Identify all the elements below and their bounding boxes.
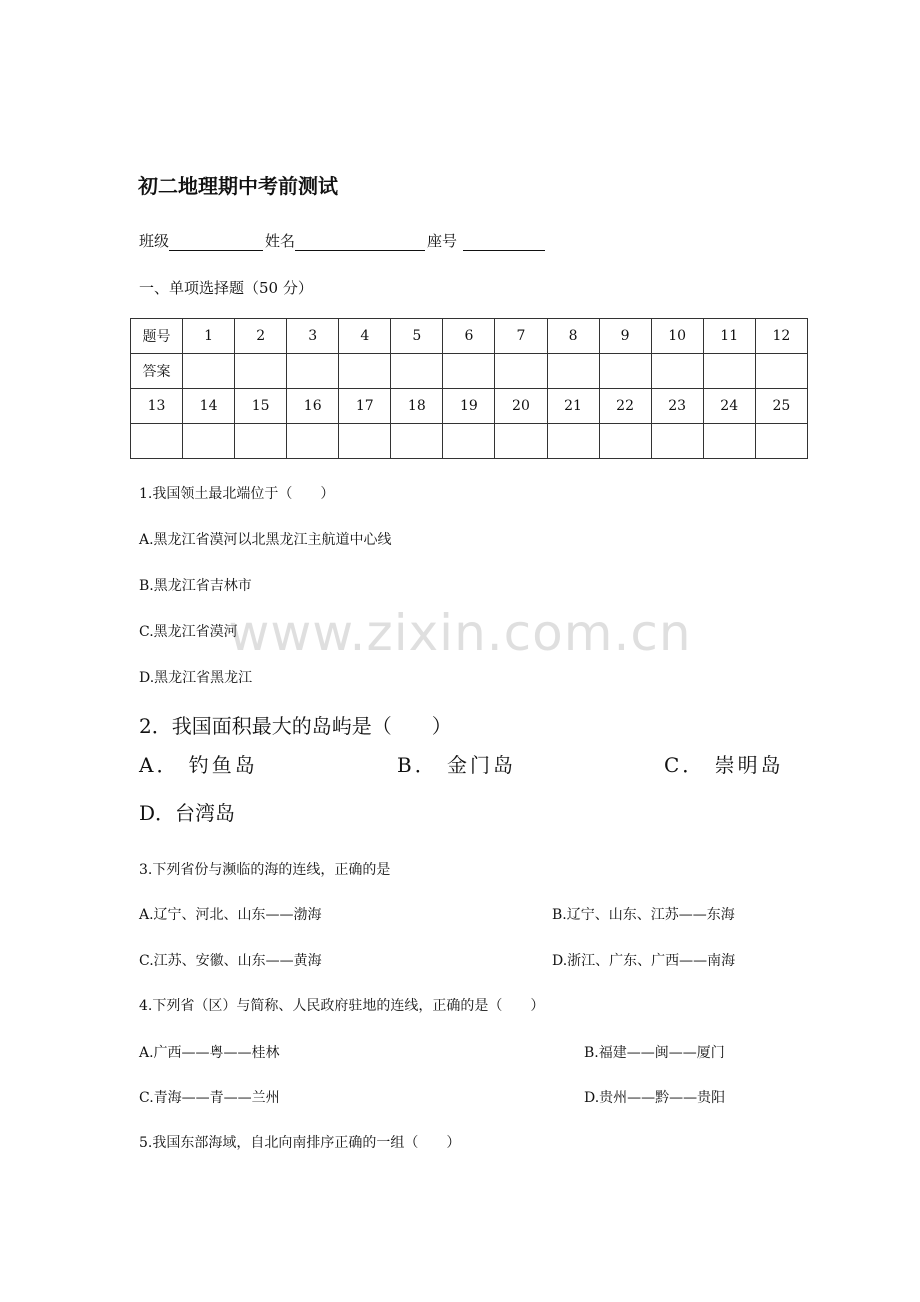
question-number: 24	[703, 389, 755, 424]
question-number: 7	[495, 319, 547, 354]
answer-cell[interactable]	[755, 354, 807, 389]
answer-cell[interactable]	[235, 424, 287, 459]
q2-option-a: A． 钓鱼岛	[139, 753, 258, 777]
question-number: 3	[287, 319, 339, 354]
question-number: 12	[755, 319, 807, 354]
question-number: 16	[287, 389, 339, 424]
table-header-label: 题号	[131, 319, 183, 354]
q1-option-c: C.黑龙江省漠河	[139, 624, 238, 640]
seat-blank[interactable]	[463, 234, 545, 251]
table-row	[131, 389, 808, 424]
answer-cell[interactable]	[599, 424, 651, 459]
table-answer-label: 答案	[131, 354, 183, 389]
answer-cell[interactable]	[703, 424, 755, 459]
answer-cell[interactable]	[391, 424, 443, 459]
q2-option-d: D．台湾岛	[139, 801, 236, 825]
question-number: 2	[235, 319, 287, 354]
answer-cell[interactable]	[703, 354, 755, 389]
answer-cell[interactable]	[547, 424, 599, 459]
q2-option-b: B． 金门岛	[397, 753, 517, 777]
q4-option-d: D.贵州——黔——贵阳	[584, 1090, 726, 1106]
q3-option-c: C.江苏、安徽、山东——黄海	[139, 953, 322, 969]
question-number: 4	[339, 319, 391, 354]
question-number: 10	[651, 319, 703, 354]
answer-cell[interactable]	[183, 354, 235, 389]
seat-label: 座号	[427, 232, 458, 250]
question-number: 15	[235, 389, 287, 424]
question-number: 20	[495, 389, 547, 424]
question-number: 6	[443, 319, 495, 354]
class-label: 班级	[139, 232, 170, 250]
answer-cell[interactable]	[755, 424, 807, 459]
q3-option-a: A.辽宁、河北、山东——渤海	[139, 907, 322, 923]
section-heading-single-choice: 一、单项选择题（50 分）	[139, 279, 313, 297]
question-number: 5	[391, 319, 443, 354]
q4-option-b: B.福建——闽——厦门	[584, 1045, 725, 1061]
question-number: 1	[183, 319, 235, 354]
answer-cell[interactable]	[651, 424, 703, 459]
answer-cell[interactable]	[287, 354, 339, 389]
table-row	[131, 424, 808, 459]
q2-stem: 2．我国面积最大的岛屿是（ ）	[139, 714, 452, 738]
q3-option-b: B.辽宁、山东、江苏——东海	[552, 907, 735, 923]
answer-cell[interactable]	[599, 354, 651, 389]
answer-cell[interactable]	[339, 424, 391, 459]
answer-cell[interactable]	[495, 354, 547, 389]
watermark: www.zixin.com.cn	[228, 604, 692, 662]
answer-cell[interactable]	[339, 354, 391, 389]
question-number: 19	[443, 389, 495, 424]
question-number: 8	[547, 319, 599, 354]
answer-cell[interactable]	[131, 424, 183, 459]
q1-option-d: D.黑龙江省黑龙江	[139, 670, 253, 686]
page-title: 初二地理期中考前测试	[138, 174, 338, 198]
question-number: 25	[755, 389, 807, 424]
question-number: 21	[547, 389, 599, 424]
q2-option-c: C． 崇明岛	[664, 753, 784, 777]
answer-cell[interactable]	[651, 354, 703, 389]
answer-cell[interactable]	[183, 424, 235, 459]
name-label: 姓名	[265, 232, 296, 250]
answer-cell[interactable]	[443, 354, 495, 389]
table-row	[131, 354, 808, 389]
answer-table	[130, 318, 808, 459]
question-number: 11	[703, 319, 755, 354]
answer-cell[interactable]	[391, 354, 443, 389]
question-number: 22	[599, 389, 651, 424]
q1-stem: 1.我国领土最北端位于（ ）	[139, 486, 335, 502]
question-number: 17	[339, 389, 391, 424]
q3-option-d: D.浙江、广东、广西——南海	[552, 953, 736, 969]
question-number: 14	[183, 389, 235, 424]
answer-cell[interactable]	[235, 354, 287, 389]
question-number: 23	[651, 389, 703, 424]
question-number: 9	[599, 319, 651, 354]
q1-option-a: A.黑龙江省漠河以北黑龙江主航道中心线	[139, 532, 392, 548]
answer-cell[interactable]	[443, 424, 495, 459]
student-info-line	[139, 230, 547, 251]
q4-option-c: C.青海——青——兰州	[139, 1090, 280, 1106]
q1-option-b: B.黑龙江省吉林市	[139, 578, 252, 594]
name-blank[interactable]	[295, 234, 425, 251]
class-blank[interactable]	[169, 234, 263, 251]
answer-cell[interactable]	[287, 424, 339, 459]
question-number: 13	[131, 389, 183, 424]
q3-stem: 3.下列省份与濒临的海的连线，正确的是	[139, 862, 391, 878]
question-number: 18	[391, 389, 443, 424]
answer-cell[interactable]	[495, 424, 547, 459]
answer-cell[interactable]	[547, 354, 599, 389]
q5-stem: 5.我国东部海域，自北向南排序正确的一组（ ）	[139, 1135, 461, 1151]
q4-option-a: A.广西——粤——桂林	[139, 1045, 280, 1061]
table-row	[131, 319, 808, 354]
q4-stem: 4.下列省（区）与简称、人民政府驻地的连线，正确的是（ ）	[139, 998, 545, 1014]
